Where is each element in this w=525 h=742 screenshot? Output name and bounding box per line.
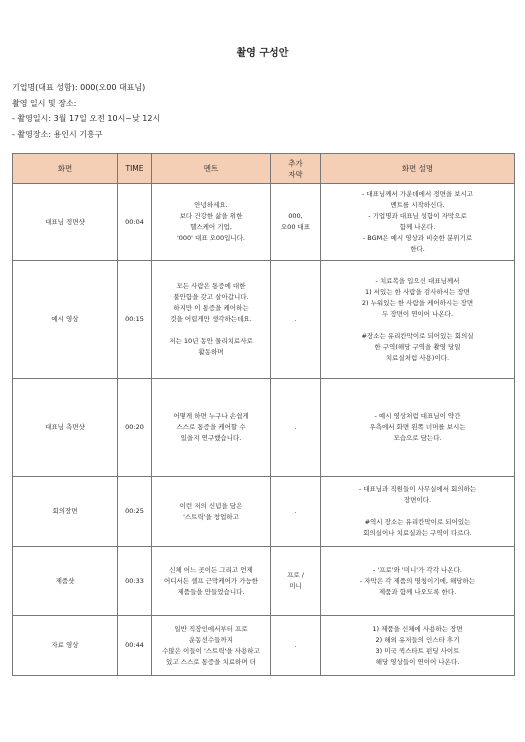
table-header-row <box>13 154 515 184</box>
caption-cell: . <box>271 616 321 676</box>
ment-cell: 안녕하세요. 보다 건강한 삶을 위한 헬스케어 기업, '000' 대표 오00입니다. <box>152 184 271 261</box>
description-cell: - 예시 영상처럼 대표님이 약간 우측에서 화면 왼쪽 너머를 보시는 모습으로 담는다. <box>321 379 515 477</box>
time-cell: 00:44 <box>118 616 152 676</box>
ment-cell: 일반 직장인에서부터 프로 운동선수들까지 수많은 이들이 '스트릭'을 사용하고 있고 스스로 통증을 치료하며 더 <box>152 616 271 676</box>
caption-cell: 000, 오00 대표 <box>271 184 321 261</box>
table-row <box>13 616 515 676</box>
table-row <box>13 477 515 547</box>
header-time: TIME <box>118 154 152 184</box>
scene-cell: 자료 영상 <box>13 616 118 676</box>
caption-cell: . <box>271 261 321 379</box>
header-caption: 추가 자막 <box>271 154 321 184</box>
header-scene: 화면 <box>13 154 118 184</box>
scene-cell: 제품샷 <box>13 547 118 616</box>
storyboard-table <box>12 153 515 676</box>
description-cell: - 대표님께서 가운데에서 정면을 보시고 멘트를 시작하신다. - 기업명과 대표님 성함이 자막으로 함께 나온다. - BGM은 예시 영상과 비슷한 분위기로 한다. <box>321 184 515 261</box>
caption-cell: . <box>271 477 321 547</box>
description-cell: 1) 제품을 신체에 사용하는 장면 2) 해외 유저들의 인스타 후기 3) 미국 퀵스타트 펀딩 사이트 해당 영상들이 연이어 나온다. <box>321 616 515 676</box>
description-cell: - 대표님과 직원들이 사무실에서 회의하는 장면이다. #역시 장소는 유리칸막이로 되어있는 회의실이나 치료실과는 구역이 다르다. <box>321 477 515 547</box>
table-row <box>13 261 515 379</box>
scene-cell: 예시 영상 <box>13 261 118 379</box>
header-ment: 멘트 <box>152 154 271 184</box>
scene-cell: 회의장면 <box>13 477 118 547</box>
scene-cell: 대표님 정면샷 <box>13 184 118 261</box>
info-location: - 촬영장소: 용인시 기흥구 <box>12 129 103 139</box>
production-info <box>12 80 160 142</box>
scene-cell: 대표님 측면샷 <box>13 379 118 477</box>
ment-cell: 신체 어느 곳이든 그리고 언제 어디서든 셀프 근막케어가 가능한 제품들을 만들었습니다. <box>152 547 271 616</box>
time-cell: 00:33 <box>118 547 152 616</box>
info-company: 기업명(대표 성함): 000(오00 대표님) <box>12 83 146 92</box>
table-row <box>13 379 515 477</box>
time-cell: 00:15 <box>118 261 152 379</box>
table-row <box>13 547 515 616</box>
ment-cell: 모든 사람은 통증에 대한 불안함을 갖고 살아갑니다. 하지만 이 통증을 케어하는 것을 어렵게만 생각하는데요. 저는 10년 동안 물리치료사로 활동하며 <box>152 261 271 379</box>
info-date: - 촬영일시: 3월 17일 오전 10시~낮 12시 <box>12 114 161 123</box>
time-cell: 00:20 <box>118 379 152 477</box>
info-schedule-heading: 촬영 일시 및 장소: <box>12 98 77 108</box>
time-cell: 00:25 <box>118 477 152 547</box>
header-description: 화면 설명 <box>321 154 515 184</box>
description-cell: - '프로'와 '미니'가 각각 나온다. - 자막은 각 제품의 명칭이기에, 해당하는 제품과 함께 나오도록 한다. <box>321 547 515 616</box>
time-cell: 00:04 <box>118 184 152 261</box>
document-title: 촬영 구성안 <box>236 48 289 59</box>
description-cell: - 치료복을 입으신 대표님께서 1) 서있는 한 사람을 검사하시는 장면 2) 누워있는 한 사람을 케어하시는 장면 두 장면이 연이어 나온다. #장소는 유리칸막이로 되어있는 회의실 한 구역(해당 구역을 촬영 당일 치료실처럼 사용)이다. <box>321 261 515 379</box>
ment-cell: 어떻게 하면 누구나 손쉽게 스스로 통증을 케어할 수 있을지 연구했습니다. <box>152 379 271 477</box>
table-row <box>13 184 515 261</box>
caption-cell: 프로 / 미니 <box>271 547 321 616</box>
caption-cell: . <box>271 379 321 477</box>
ment-cell: 이런 저의 신념을 담은 '스트릭'을 창업하고 <box>152 477 271 547</box>
